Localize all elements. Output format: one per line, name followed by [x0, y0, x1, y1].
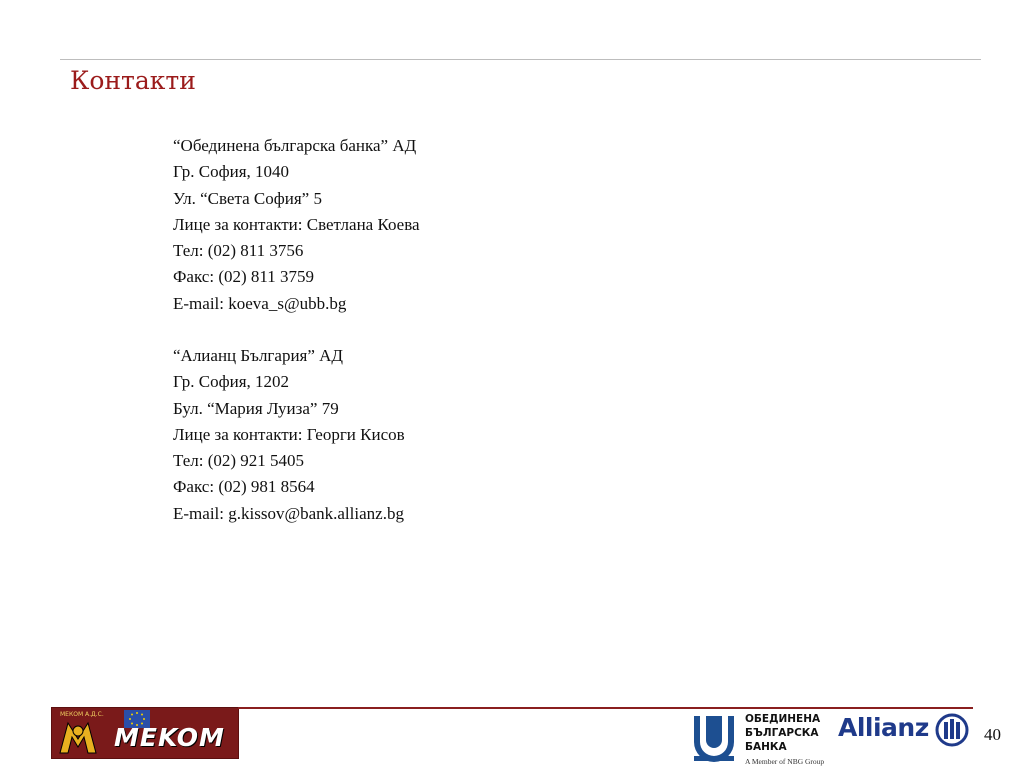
ubb-logo-icon	[690, 712, 738, 764]
contact-line: Тел: (02) 921 5405	[173, 451, 305, 471]
contact-line: Тел: (02) 811 3756	[173, 241, 304, 261]
mekom-small-text: МЕКОМ А.Д.С.	[60, 711, 104, 718]
top-divider	[60, 59, 981, 60]
ubb-logo-line: ОБЕДИНЕНА	[745, 713, 821, 725]
contact-line: Факс: (02) 811 3759	[173, 267, 315, 287]
ubb-member-text: A Member of NBG Group	[745, 757, 825, 766]
contact-block-allianz	[173, 343, 405, 527]
contact-email[interactable]: E-mail: g.kissov@bank.allianz.bg	[173, 503, 404, 523]
contact-line: “Алианц България” АД	[173, 346, 344, 365]
ubb-logo-line: БАНКА	[745, 741, 787, 753]
contact-block-ubb	[173, 133, 420, 317]
contact-line: Лице за контакти: Георги Кисов	[173, 424, 405, 444]
allianz-eagle-icon	[935, 713, 969, 747]
contact-line: Гр. София, 1202	[173, 372, 290, 392]
contact-line: “Обединена българска банка” АД	[173, 136, 417, 155]
mekom-logo	[51, 707, 239, 759]
contact-line: Гр. София, 1040	[173, 162, 290, 182]
allianz-logo-text: Allianz	[838, 713, 929, 742]
ubb-logo-line: БЪЛГАРСКА	[745, 727, 819, 739]
contact-line: Бул. “Мария Луиза” 79	[173, 398, 339, 418]
contact-line: Лице за контакти: Светлана Коева	[173, 214, 420, 234]
contact-line: Факс: (02) 981 8564	[173, 477, 315, 497]
contact-line: Ул. “Света София” 5	[173, 188, 322, 208]
ubb-logo-text	[745, 712, 820, 754]
mekom-emblem-icon	[54, 709, 114, 759]
page-number: 40	[984, 725, 1001, 744]
contact-email[interactable]: E-mail: koeva_s@ubb.bg	[173, 293, 347, 313]
footer-divider	[238, 707, 973, 709]
page-title: Контакти	[70, 66, 196, 95]
mekom-logo-text: MEKOM	[114, 723, 225, 752]
